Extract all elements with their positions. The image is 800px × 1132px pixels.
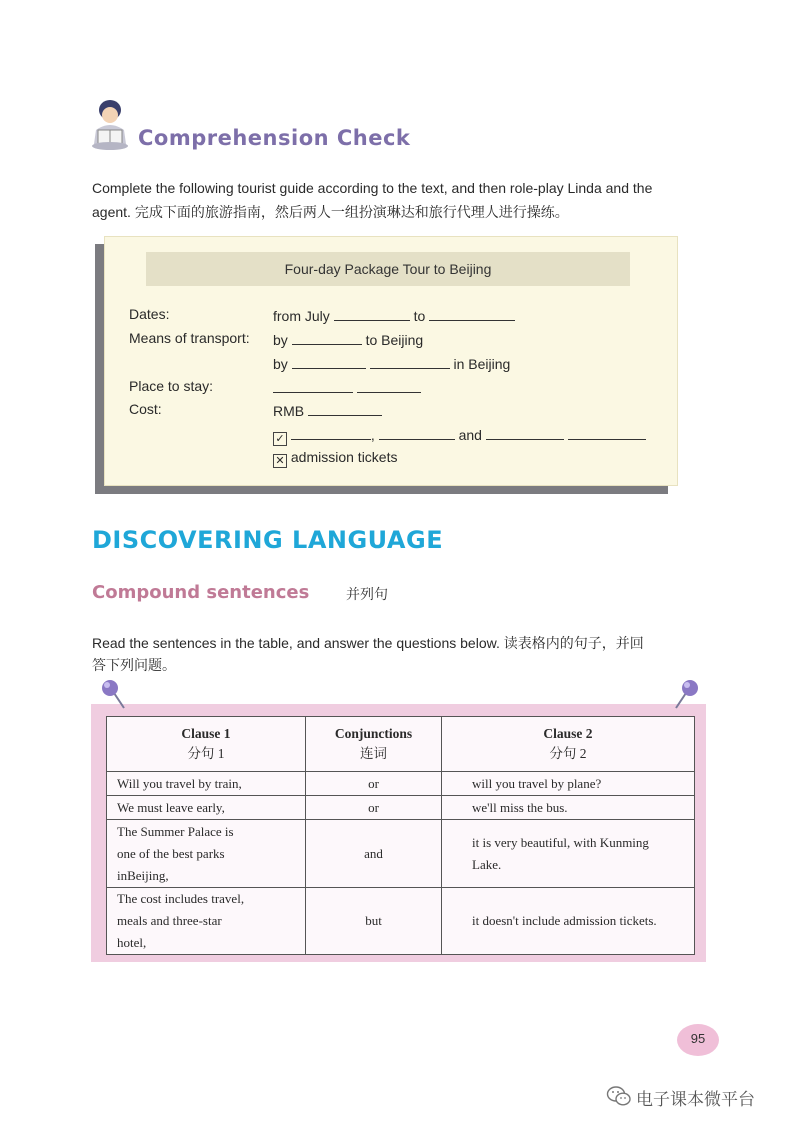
watermark-text: 电子课本微平台 xyxy=(636,1090,755,1109)
blank-dates-to[interactable] xyxy=(429,306,515,321)
excluded-row xyxy=(273,449,397,468)
cost-row xyxy=(273,401,382,419)
transport-row-1 xyxy=(273,330,423,348)
clause-2-cell: it doesn't include admission tickets. xyxy=(442,888,695,955)
dates-from-text: from July xyxy=(273,308,330,324)
header-conjunctions: Conjunctions 连词 xyxy=(306,717,442,772)
rmb-text: RMB xyxy=(273,403,305,419)
clause-2-cell: we'll miss the bus. xyxy=(442,796,695,820)
compound-sentences-table xyxy=(106,716,695,955)
conjunction-cell: but xyxy=(306,888,442,955)
comprehension-check-title: Comprehension Check xyxy=(138,126,411,150)
table-instruction: Read the sentences in the table, and answer the questions below. 读表格内的句子，并回 xyxy=(92,635,644,651)
table-header-row xyxy=(107,717,695,772)
clause-1-cell: Will you travel by train, xyxy=(107,772,306,796)
conjunction-cell: or xyxy=(306,772,442,796)
clause-1-cell: The cost includes travel, meals and three-star hotel, xyxy=(107,888,306,955)
comprehension-instruction: Complete the following tourist guide according to the text, and then role-play Linda and the xyxy=(92,180,653,196)
conjunction-cell: and xyxy=(306,820,442,888)
cross-box-icon: ✕ xyxy=(273,454,287,468)
transport-label: Means of transport: xyxy=(129,330,250,346)
table-row xyxy=(107,888,695,955)
in-beijing-text: in Beijing xyxy=(453,356,511,372)
dates-to-text: to xyxy=(413,308,426,324)
dates-row xyxy=(273,306,515,324)
pushpin-icon xyxy=(98,678,132,714)
cost-label: Cost: xyxy=(129,401,162,417)
blank-transport-in-2[interactable] xyxy=(370,354,450,369)
to-beijing-text: to Beijing xyxy=(365,332,424,348)
place-row xyxy=(273,378,421,396)
wechat-icon xyxy=(606,1084,632,1108)
by-text: by xyxy=(273,332,288,348)
table-row xyxy=(107,820,695,888)
place-label: Place to stay: xyxy=(129,378,214,394)
included-row xyxy=(273,425,646,446)
blank-included-2[interactable] xyxy=(379,425,455,440)
by-text: by xyxy=(273,356,288,372)
table-row xyxy=(107,772,695,796)
guide-title: Four-day Package Tour to Beijing xyxy=(284,261,492,277)
clause-2-cell: it is very beautiful, with Kunming Lake. xyxy=(442,820,695,888)
blank-cost[interactable] xyxy=(308,401,382,416)
comma-text: , xyxy=(370,427,375,443)
clause-2-cell: will you travel by plane? xyxy=(442,772,695,796)
clause-1-cell: The Summer Palace is one of the best parks inBeijing, xyxy=(107,820,306,888)
blank-place-2[interactable] xyxy=(357,378,421,393)
blank-included-4[interactable] xyxy=(568,425,646,440)
blank-place-1[interactable] xyxy=(273,378,353,393)
blank-included-3[interactable] xyxy=(486,425,564,440)
comprehension-instruction-cont: agent. 完成下面的旅游指南，然后两人一组扮演琳达和旅行代理人进行操练。 xyxy=(92,204,569,220)
page-number: 95 xyxy=(690,1031,706,1046)
admission-text: admission tickets xyxy=(290,449,398,465)
clause-1-cell: We must leave early, xyxy=(107,796,306,820)
blank-dates-from[interactable] xyxy=(334,306,410,321)
blank-included-1[interactable] xyxy=(291,425,371,440)
header-clause-2: Clause 2 分句 2 xyxy=(442,717,695,772)
header-clause-1: Clause 1 分句 1 xyxy=(107,717,306,772)
conjunction-cell: or xyxy=(306,796,442,820)
compound-sentences-cn: 并列句 xyxy=(346,586,388,602)
compound-sentences-title: Compound sentences xyxy=(92,582,310,603)
reading-child-icon xyxy=(88,96,134,152)
and-text: and xyxy=(458,427,482,443)
blank-transport-to[interactable] xyxy=(292,330,362,345)
pushpin-icon xyxy=(668,678,702,714)
transport-row-2 xyxy=(273,354,510,372)
table-row xyxy=(107,796,695,820)
check-box-icon: ✓ xyxy=(273,432,287,446)
table-instruction-cont: 答下列问题。 xyxy=(92,657,176,673)
discovering-language-title: DISCOVERING LANGUAGE xyxy=(92,526,444,554)
dates-label: Dates: xyxy=(129,306,170,322)
blank-transport-in-1[interactable] xyxy=(292,354,366,369)
